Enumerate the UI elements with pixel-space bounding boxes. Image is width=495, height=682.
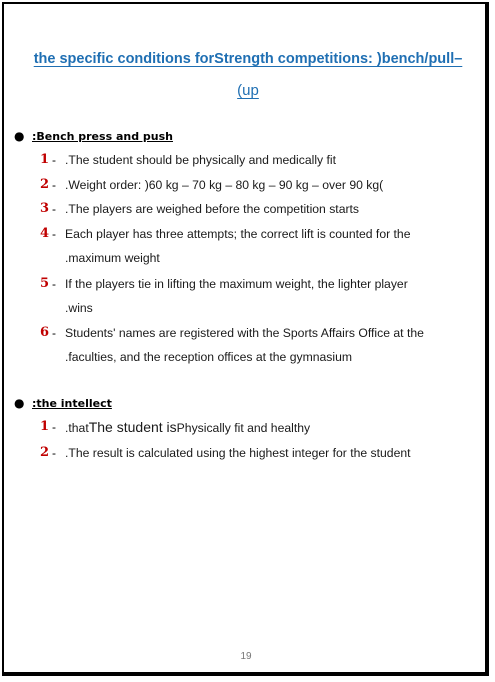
- bullet-icon: ●: [14, 396, 25, 410]
- bullet-icon: ●: [14, 129, 25, 143]
- title-line-1: the specific conditions forStrength competitions: )bench/pull–: [33, 51, 463, 67]
- title-line-2: (up: [237, 82, 259, 99]
- section-heading-intellect: ● :the intellect: [14, 396, 112, 410]
- page-title: [14, 44, 482, 106]
- section-heading-bench-press: ● :Bench press and push: [14, 129, 173, 143]
- page-number: 19: [240, 651, 252, 662]
